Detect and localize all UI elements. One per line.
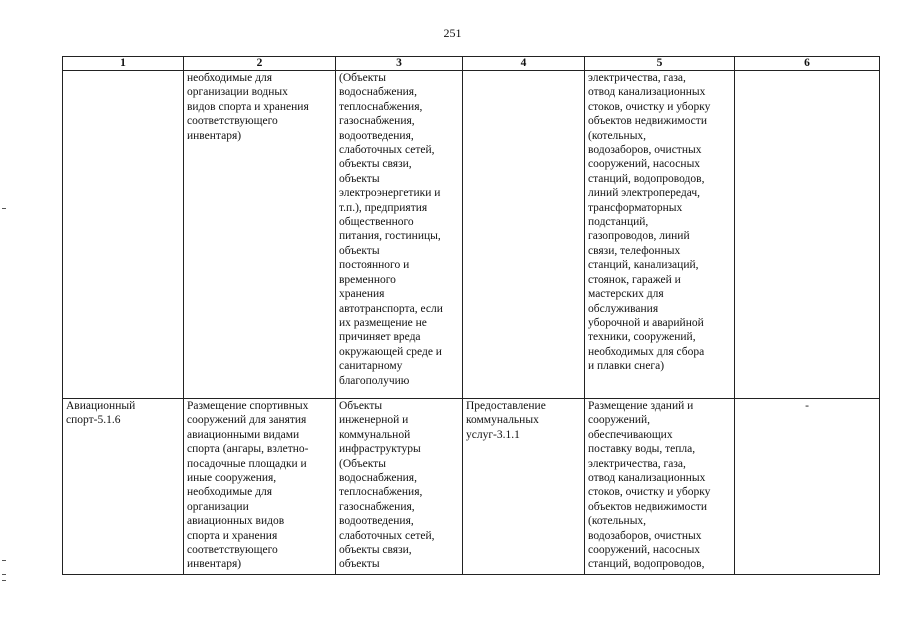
table-cell: Предоставление коммунальных услуг-3.1.1 <box>463 399 585 575</box>
table-cell: Авиационный спорт-5.1.6 <box>63 399 184 575</box>
page-number: 251 <box>443 26 462 40</box>
scan-margin-mark <box>2 580 6 581</box>
table-cell: электричества, газа, отвод канализационных стоков, очистку и уборку объектов недвижимости (котельных, водозаборов, очистных сооружений, насосных станций, водопроводов, линий электропередач, трансформаторных подстанций, газопроводов, линий связи, телефонных станций, канализаций, стоянок, гаражей и мастерских для обслуживания уборочной и аварийной техники, сооружений, необходимых для сбора и плавки снега) <box>585 71 735 399</box>
header-row <box>63 57 880 71</box>
table-cell: Размещение зданий и сооружений, обеспечивающих поставку воды, тепла, электричества, газа, отвод канализационных стоков, очистку и уборку объектов недвижимости (котельных, водозаборов, очистных сооружений, насосных станций, водопроводов, <box>585 399 735 575</box>
column-header-1: 1 <box>63 57 184 71</box>
table-cell: Объекты инженерной и коммунальной инфраструктуры (Объекты водоснабжения, теплоснабжения, газоснабжения, водоотведения, слаботочных сетей, объекты связи, объекты <box>336 399 463 575</box>
column-header-3: 3 <box>336 57 463 71</box>
land-use-table <box>62 56 880 575</box>
table-cell: - <box>735 399 880 575</box>
table-row <box>63 71 880 399</box>
scan-margin-mark <box>2 208 6 209</box>
column-header-4: 4 <box>463 57 585 71</box>
column-header-2: 2 <box>184 57 336 71</box>
table-cell <box>63 71 184 399</box>
table-cell: (Объекты водоснабжения, теплоснабжения, газоснабжения, водоотведения, слаботочных сетей, объекты связи, объекты электроэнергетики и т.п.), предприятия общественного питания, гостиницы, объекты постоянного и временного хранения автотранспорта, если их размещение не причиняет вреда окружающей среде и санитарному благополучию <box>336 71 463 399</box>
scan-margin-mark <box>2 560 6 561</box>
table-cell <box>463 71 585 399</box>
column-header-5: 5 <box>585 57 735 71</box>
column-header-6: 6 <box>735 57 880 71</box>
table-cell: необходимые для организации водных видов спорта и хранения соответствующего инвентаря) <box>184 71 336 399</box>
table-row <box>63 399 880 575</box>
table-cell <box>735 71 880 399</box>
scan-margin-mark <box>2 574 6 575</box>
table-cell: Размещение спортивных сооружений для занятия авиационными видами спорта (ангары, взлетно- посадочные площадки и иные сооружения, необходимые для организации авиационных видов спорта и хранения соответствующего инвентаря) <box>184 399 336 575</box>
